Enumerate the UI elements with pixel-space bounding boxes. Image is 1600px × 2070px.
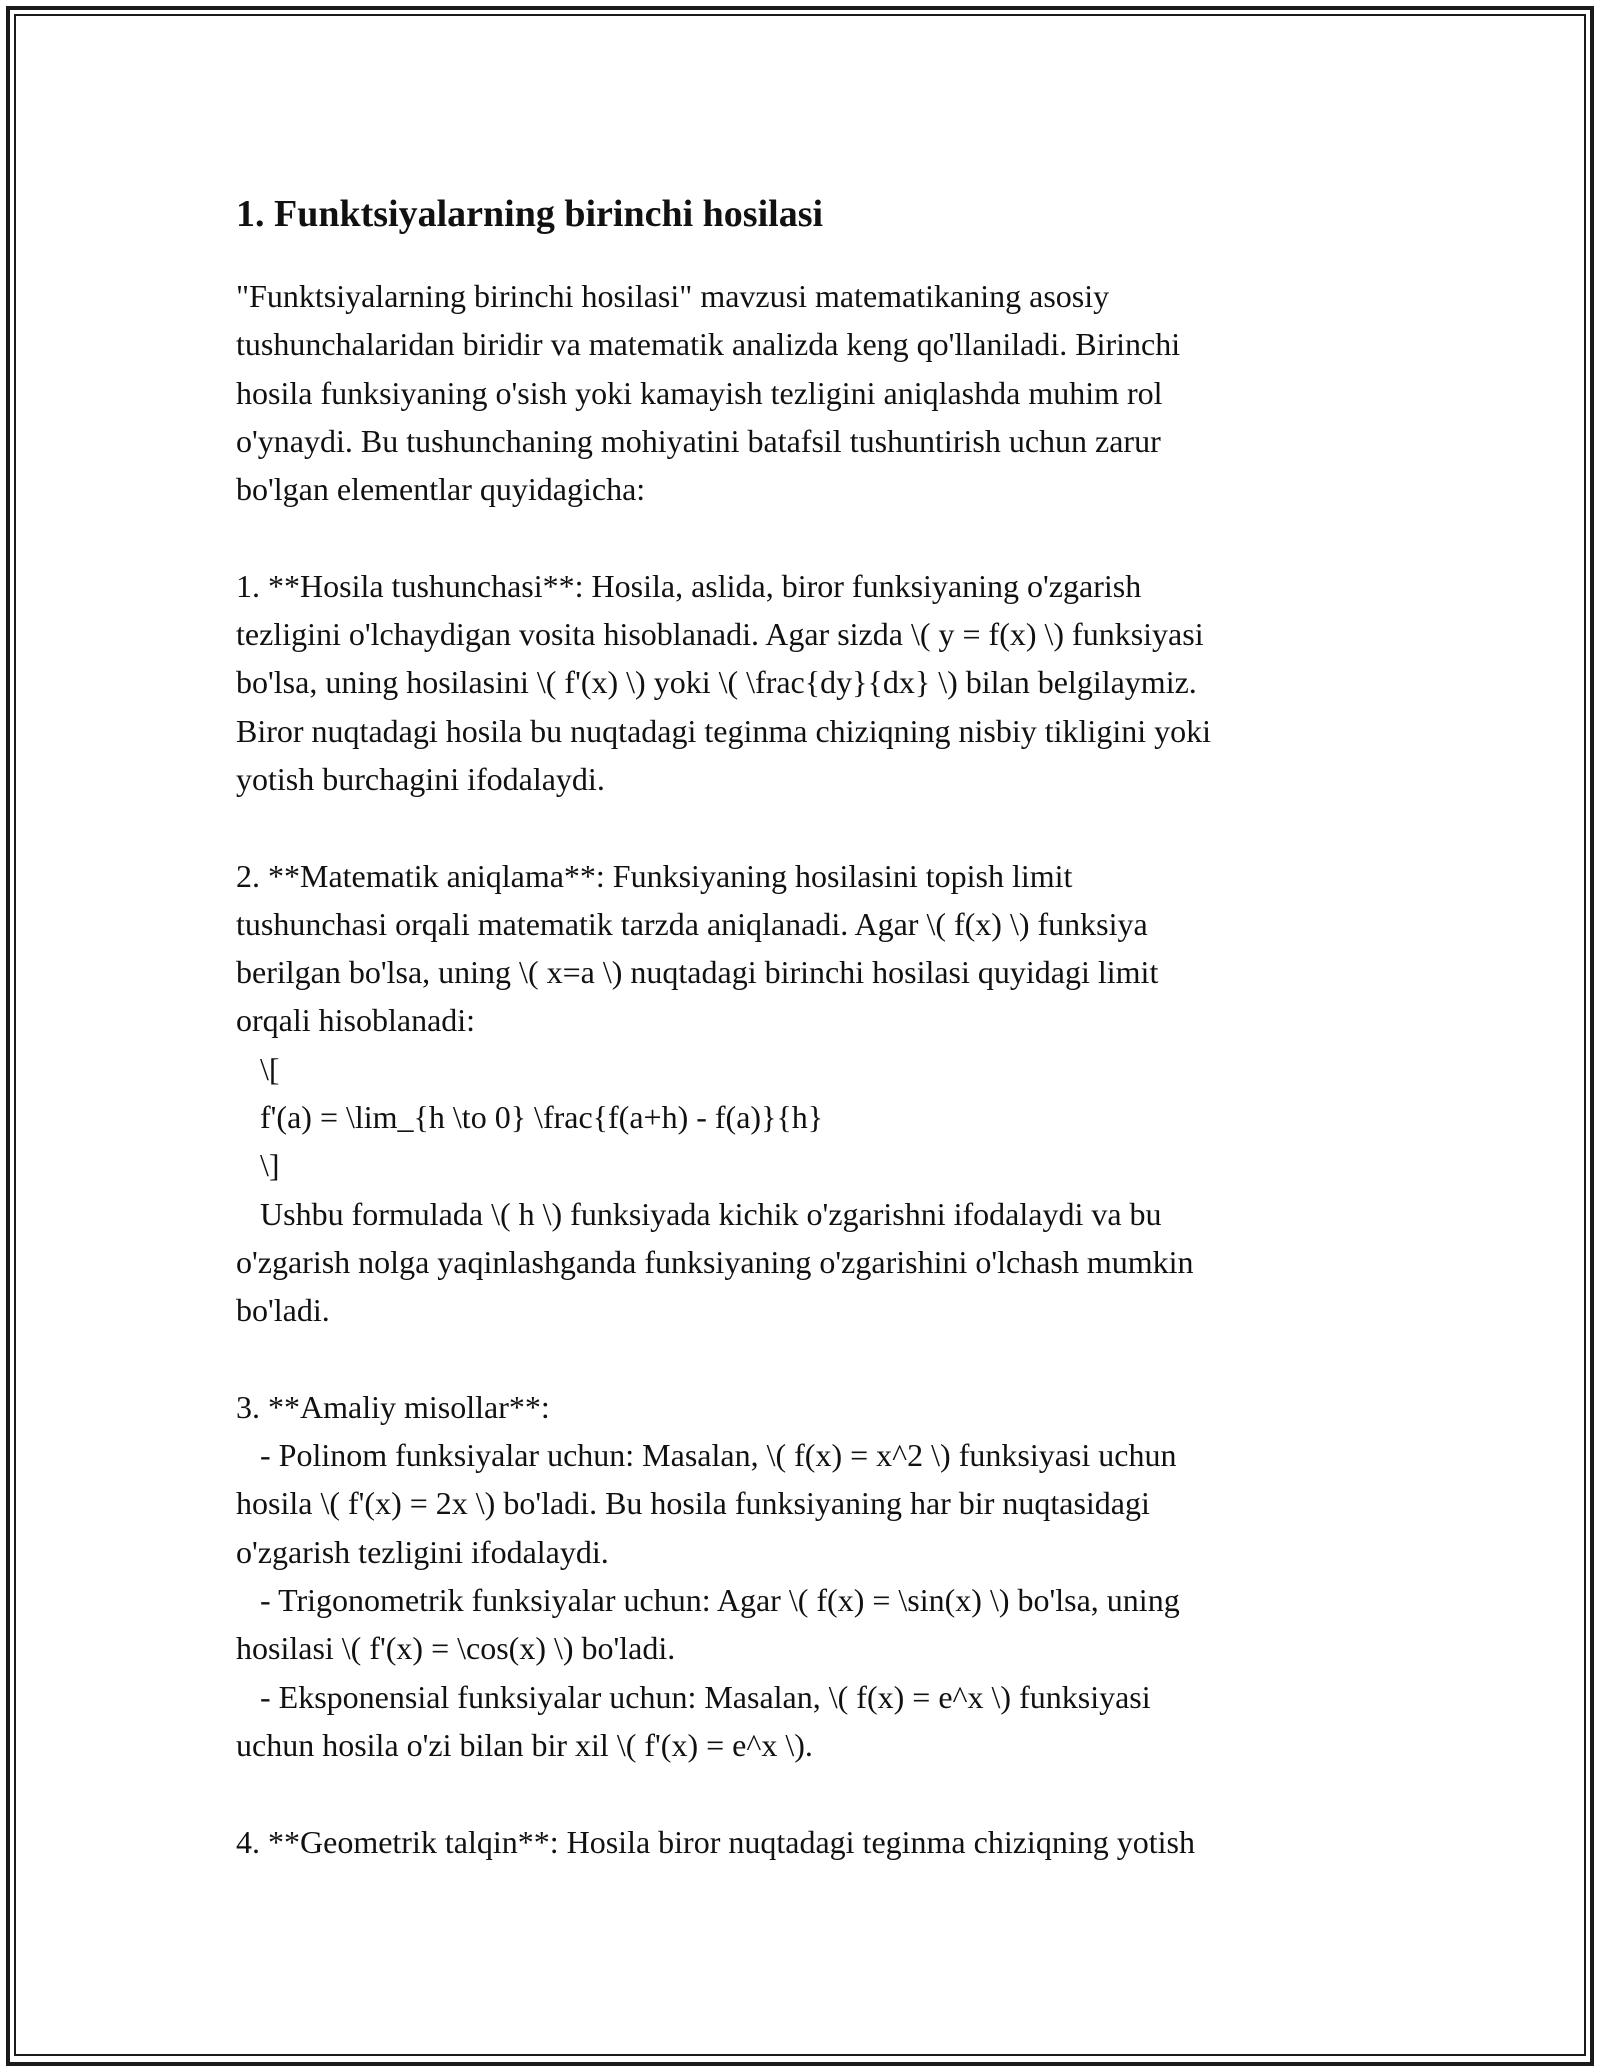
blank-line (236, 1335, 1376, 1383)
text-line: o'zgarish nolga yaqinlashganda funksiyaning o'zgarishini o'lchash mumkin (236, 1243, 1194, 1280)
text-line: \] (236, 1147, 280, 1184)
document-body (236, 272, 1376, 1866)
text-line: bo'lsa, uning hosilasini \( f'(x) \) yoki \( \frac{dy}{dx} \) bilan belgilaymiz. (236, 664, 1197, 701)
text-line: 4. **Geometrik talqin**: Hosila biror nuqtadagi teginma chiziqning yotish (236, 1823, 1195, 1860)
text-line: tushunchalaridan biridir va matematik analizda keng qo'llaniladi. Birinchi (236, 326, 1181, 363)
text-line: 2. **Matematik aniqlama**: Funksiyaning hosilasini topish limit (236, 857, 1073, 894)
text-line: "Funktsiyalarning birinchi hosilasi" mavzusi matematikaning asosiy (236, 278, 1110, 314)
blank-line (236, 513, 1376, 561)
section-heading: 1. Funktsiyalarning birinchi hosilasi (236, 193, 824, 235)
text-line: 1. **Hosila tushunchasi**: Hosila, aslida, biror funksiyaning o'zgarish (236, 567, 1142, 604)
text-line: tushunchasi orqali matematik tarzda aniqlanadi. Agar \( f(x) \) funksiya (236, 905, 1148, 942)
text-line: \[ (236, 1050, 280, 1087)
text-line: berilgan bo'lsa, uning \( x=a \) nuqtadagi birinchi hosilasi quyidagi limit (236, 954, 1159, 991)
text-line: bo'ladi. (236, 1292, 330, 1329)
text-line: uchun hosila o'zi bilan bir xil \( f'(x) = e^x \). (236, 1726, 813, 1763)
text-line: o'zgarish tezligini ifodalaydi. (236, 1533, 609, 1570)
text-line: - Polinom funksiyalar uchun: Masalan, \( f(x) = x^2 \) funksiyasi uchun (236, 1437, 1177, 1474)
text-line: hosila \( f'(x) = 2x \) bo'ladi. Bu hosila funksiyaning har bir nuqtasidagi (236, 1485, 1150, 1522)
text-line: Ushbu formulada \( h \) funksiyada kichik o'zgarishni ifodalaydi va bu (236, 1195, 1162, 1232)
text-line: yotish burchagini ifodalaydi. (236, 760, 605, 797)
text-line: Biror nuqtadagi hosila bu nuqtadagi teginma chiziqning nisbiy tikligini yoki (236, 712, 1211, 749)
text-line: hosilasi \( f'(x) = \cos(x) \) bo'ladi. (236, 1630, 676, 1667)
text-line: - Eksponensial funksiyalar uchun: Masalan, \( f(x) = e^x \) funksiyasi (236, 1678, 1151, 1715)
text-line: bo'lgan elementlar quyidagicha: (236, 471, 646, 508)
document-content (236, 186, 1376, 1866)
text-line: orqali hisoblanadi: (236, 1002, 476, 1039)
blank-line (236, 803, 1376, 851)
text-line: o'ynaydi. Bu tushunchaning mohiyatini batafsil tushuntirish uchun zarur (236, 422, 1161, 459)
text-line: 3. **Amaliy misollar**: (236, 1388, 550, 1425)
text-line: tezligini o'lchaydigan vosita hisoblanadi. Agar sizda \( y = f(x) \) funksiyasi (236, 616, 1204, 653)
text-line: - Trigonometrik funksiyalar uchun: Agar \( f(x) = \sin(x) \) bo'lsa, uning (236, 1582, 1180, 1619)
blank-line (236, 1769, 1376, 1817)
text-line: f'(a) = \lim_{h \to 0} \frac{f(a+h) - f(a)}{h} (236, 1099, 824, 1136)
text-line: hosila funksiyaning o'sish yoki kamayish tezligini aniqlashda muhim rol (236, 374, 1163, 411)
